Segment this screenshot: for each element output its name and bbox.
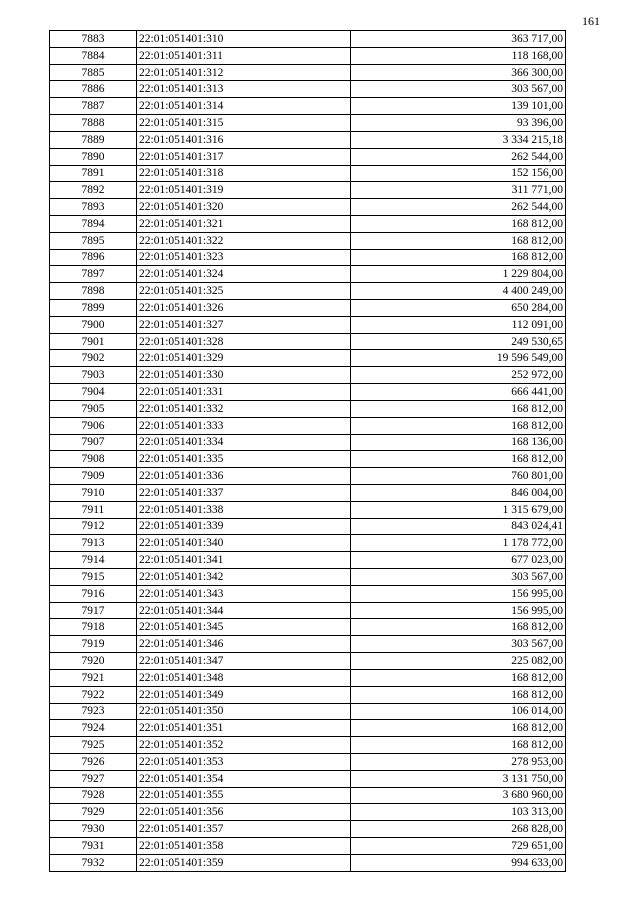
row-number-cell: 7884 [50, 47, 137, 64]
table-row [50, 669, 566, 686]
cadastral-number-cell: 22:01:051401:320 [137, 199, 351, 216]
cadastral-value-cell: 106 014,00 [351, 703, 566, 720]
cadastral-value-cell: 268 828,00 [351, 821, 566, 838]
cadastral-value-cell: 3 680 960,00 [351, 787, 566, 804]
cadastral-number-cell: 22:01:051401:340 [137, 535, 351, 552]
table-row [50, 417, 566, 434]
table-row [50, 451, 566, 468]
table-row [50, 266, 566, 283]
cadastral-number-cell: 22:01:051401:314 [137, 98, 351, 115]
cadastral-value-cell: 760 801,00 [351, 468, 566, 485]
cadastral-number-cell: 22:01:051401:348 [137, 669, 351, 686]
cadastral-value-cell: 650 284,00 [351, 300, 566, 317]
row-number-cell: 7906 [50, 417, 137, 434]
cadastral-value-cell: 303 567,00 [351, 636, 566, 653]
cadastral-value-cell: 1 229 804,00 [351, 266, 566, 283]
row-number-cell: 7894 [50, 215, 137, 232]
table-row [50, 703, 566, 720]
table-row [50, 468, 566, 485]
row-number-cell: 7926 [50, 753, 137, 770]
row-number-cell: 7896 [50, 249, 137, 266]
table-row [50, 838, 566, 855]
table-row [50, 148, 566, 165]
cadastral-value-cell: 103 313,00 [351, 804, 566, 821]
cadastral-number-cell: 22:01:051401:333 [137, 417, 351, 434]
table-row [50, 501, 566, 518]
cadastral-value-cell: 168 812,00 [351, 669, 566, 686]
table-row [50, 131, 566, 148]
cadastral-value-cell: 19 596 549,00 [351, 350, 566, 367]
cadastral-value-cell: 156 995,00 [351, 602, 566, 619]
table-row [50, 115, 566, 132]
row-number-cell: 7907 [50, 434, 137, 451]
table-row [50, 98, 566, 115]
table-row [50, 384, 566, 401]
cadastral-number-cell: 22:01:051401:318 [137, 165, 351, 182]
cadastral-number-cell: 22:01:051401:344 [137, 602, 351, 619]
row-number-cell: 7911 [50, 501, 137, 518]
row-number-cell: 7909 [50, 468, 137, 485]
table-row [50, 686, 566, 703]
row-number-cell: 7889 [50, 131, 137, 148]
row-number-cell: 7887 [50, 98, 137, 115]
cadastral-number-cell: 22:01:051401:317 [137, 148, 351, 165]
cadastral-number-cell: 22:01:051401:350 [137, 703, 351, 720]
cadastral-number-cell: 22:01:051401:331 [137, 384, 351, 401]
row-number-cell: 7916 [50, 585, 137, 602]
row-number-cell: 7901 [50, 333, 137, 350]
row-number-cell: 7930 [50, 821, 137, 838]
cadastral-value-cell: 168 812,00 [351, 737, 566, 754]
cadastral-value-cell: 112 091,00 [351, 316, 566, 333]
table-row [50, 434, 566, 451]
row-number-cell: 7925 [50, 737, 137, 754]
cadastral-value-cell: 168 812,00 [351, 686, 566, 703]
table-row [50, 300, 566, 317]
cadastral-value-cell: 168 812,00 [351, 232, 566, 249]
cadastral-value-cell: 666 441,00 [351, 384, 566, 401]
table-row [50, 518, 566, 535]
table-row [50, 804, 566, 821]
table-row [50, 249, 566, 266]
cadastral-number-cell: 22:01:051401:330 [137, 367, 351, 384]
table-row [50, 400, 566, 417]
cadastral-number-cell: 22:01:051401:313 [137, 81, 351, 98]
table-row [50, 787, 566, 804]
cadastral-value-cell: 139 101,00 [351, 98, 566, 115]
cadastral-value-cell: 677 023,00 [351, 552, 566, 569]
row-number-cell: 7897 [50, 266, 137, 283]
cadastral-value-cell: 168 812,00 [351, 249, 566, 266]
cadastral-value-cell: 168 812,00 [351, 451, 566, 468]
row-number-cell: 7891 [50, 165, 137, 182]
cadastral-number-cell: 22:01:051401:345 [137, 619, 351, 636]
table-row [50, 232, 566, 249]
cadastral-number-cell: 22:01:051401:355 [137, 787, 351, 804]
cadastral-number-cell: 22:01:051401:321 [137, 215, 351, 232]
cadastral-number-cell: 22:01:051401:319 [137, 182, 351, 199]
row-number-cell: 7902 [50, 350, 137, 367]
row-number-cell: 7892 [50, 182, 137, 199]
cadastral-value-cell: 994 633,00 [351, 854, 566, 871]
cadastral-number-cell: 22:01:051401:358 [137, 838, 351, 855]
cadastral-number-cell: 22:01:051401:323 [137, 249, 351, 266]
row-number-cell: 7920 [50, 653, 137, 670]
row-number-cell: 7929 [50, 804, 137, 821]
row-number-cell: 7899 [50, 300, 137, 317]
cadastral-value-cell: 252 972,00 [351, 367, 566, 384]
table-row [50, 636, 566, 653]
cadastral-value-cell: 168 812,00 [351, 619, 566, 636]
cadastral-number-cell: 22:01:051401:352 [137, 737, 351, 754]
cadastral-value-cell: 729 651,00 [351, 838, 566, 855]
table-row [50, 165, 566, 182]
cadastral-value-cell: 262 544,00 [351, 148, 566, 165]
cadastral-value-cell: 168 812,00 [351, 720, 566, 737]
cadastral-number-cell: 22:01:051401:347 [137, 653, 351, 670]
cadastral-number-cell: 22:01:051401:312 [137, 64, 351, 81]
cadastral-value-cell: 4 400 249,00 [351, 283, 566, 300]
cadastral-value-cell: 168 812,00 [351, 400, 566, 417]
row-number-cell: 7928 [50, 787, 137, 804]
cadastral-number-cell: 22:01:051401:354 [137, 770, 351, 787]
cadastral-value-cell: 249 530,65 [351, 333, 566, 350]
cadastral-number-cell: 22:01:051401:310 [137, 31, 351, 48]
table-row [50, 619, 566, 636]
row-number-cell: 7890 [50, 148, 137, 165]
table-row [50, 552, 566, 569]
table-row [50, 199, 566, 216]
row-number-cell: 7895 [50, 232, 137, 249]
cadastral-number-cell: 22:01:051401:326 [137, 300, 351, 317]
cadastral-number-cell: 22:01:051401:337 [137, 484, 351, 501]
table-row [50, 854, 566, 871]
table-row [50, 367, 566, 384]
row-number-cell: 7923 [50, 703, 137, 720]
cadastral-value-cell: 262 544,00 [351, 199, 566, 216]
cadastral-value-cell: 1 178 772,00 [351, 535, 566, 552]
table-row [50, 753, 566, 770]
table-row [50, 737, 566, 754]
table-row [50, 535, 566, 552]
cadastral-number-cell: 22:01:051401:315 [137, 115, 351, 132]
cadastral-value-cell: 225 082,00 [351, 653, 566, 670]
table-row [50, 484, 566, 501]
cadastral-number-cell: 22:01:051401:351 [137, 720, 351, 737]
row-number-cell: 7932 [50, 854, 137, 871]
cadastral-number-cell: 22:01:051401:341 [137, 552, 351, 569]
table-row [50, 821, 566, 838]
cadastral-number-cell: 22:01:051401:325 [137, 283, 351, 300]
row-number-cell: 7922 [50, 686, 137, 703]
row-number-cell: 7888 [50, 115, 137, 132]
table-row [50, 350, 566, 367]
row-number-cell: 7912 [50, 518, 137, 535]
cadastral-number-cell: 22:01:051401:339 [137, 518, 351, 535]
cadastral-value-cell: 366 300,00 [351, 64, 566, 81]
cadastral-number-cell: 22:01:051401:346 [137, 636, 351, 653]
cadastral-value-cell: 363 717,00 [351, 31, 566, 48]
table-body [50, 31, 566, 872]
table-row [50, 64, 566, 81]
cadastral-number-cell: 22:01:051401:359 [137, 854, 351, 871]
cadastral-value-cell: 118 168,00 [351, 47, 566, 64]
row-number-cell: 7886 [50, 81, 137, 98]
cadastral-number-cell: 22:01:051401:329 [137, 350, 351, 367]
table-row [50, 81, 566, 98]
table-row [50, 770, 566, 787]
cadastral-number-cell: 22:01:051401:322 [137, 232, 351, 249]
cadastral-number-cell: 22:01:051401:336 [137, 468, 351, 485]
cadastral-value-cell: 846 004,00 [351, 484, 566, 501]
row-number-cell: 7883 [50, 31, 137, 48]
row-number-cell: 7917 [50, 602, 137, 619]
cadastral-number-cell: 22:01:051401:338 [137, 501, 351, 518]
cadastral-value-cell: 843 024,41 [351, 518, 566, 535]
cadastral-number-cell: 22:01:051401:334 [137, 434, 351, 451]
cadastral-value-cell: 93 396,00 [351, 115, 566, 132]
row-number-cell: 7918 [50, 619, 137, 636]
cadastral-number-cell: 22:01:051401:357 [137, 821, 351, 838]
row-number-cell: 7910 [50, 484, 137, 501]
cadastral-number-cell: 22:01:051401:327 [137, 316, 351, 333]
cadastral-value-cell: 303 567,00 [351, 81, 566, 98]
cadastral-number-cell: 22:01:051401:353 [137, 753, 351, 770]
cadastral-value-cell: 278 953,00 [351, 753, 566, 770]
row-number-cell: 7900 [50, 316, 137, 333]
row-number-cell: 7904 [50, 384, 137, 401]
cadastral-value-cell: 152 156,00 [351, 165, 566, 182]
row-number-cell: 7927 [50, 770, 137, 787]
row-number-cell: 7924 [50, 720, 137, 737]
row-number-cell: 7908 [50, 451, 137, 468]
table-row [50, 283, 566, 300]
row-number-cell: 7914 [50, 552, 137, 569]
table-row [50, 333, 566, 350]
table-row [50, 720, 566, 737]
table-row [50, 653, 566, 670]
cadastral-value-cell: 1 315 679,00 [351, 501, 566, 518]
table-row [50, 31, 566, 48]
cadastral-value-cell: 303 567,00 [351, 569, 566, 586]
cadastral-number-cell: 22:01:051401:332 [137, 400, 351, 417]
cadastral-number-cell: 22:01:051401:335 [137, 451, 351, 468]
row-number-cell: 7905 [50, 400, 137, 417]
row-number-cell: 7931 [50, 838, 137, 855]
row-number-cell: 7915 [50, 569, 137, 586]
cadastral-number-cell: 22:01:051401:349 [137, 686, 351, 703]
row-number-cell: 7921 [50, 669, 137, 686]
row-number-cell: 7919 [50, 636, 137, 653]
table-row [50, 585, 566, 602]
cadastral-value-table [49, 30, 566, 872]
row-number-cell: 7913 [50, 535, 137, 552]
cadastral-value-cell: 3 131 750,00 [351, 770, 566, 787]
table-row [50, 215, 566, 232]
table-row [50, 316, 566, 333]
page-number: 161 [582, 14, 600, 28]
cadastral-value-cell: 311 771,00 [351, 182, 566, 199]
table-row [50, 47, 566, 64]
row-number-cell: 7893 [50, 199, 137, 216]
cadastral-number-cell: 22:01:051401:328 [137, 333, 351, 350]
cadastral-number-cell: 22:01:051401:324 [137, 266, 351, 283]
cadastral-number-cell: 22:01:051401:343 [137, 585, 351, 602]
cadastral-value-cell: 168 812,00 [351, 215, 566, 232]
cadastral-value-cell: 3 334 215,18 [351, 131, 566, 148]
cadastral-number-cell: 22:01:051401:316 [137, 131, 351, 148]
row-number-cell: 7903 [50, 367, 137, 384]
cadastral-value-cell: 156 995,00 [351, 585, 566, 602]
cadastral-value-cell: 168 136,00 [351, 434, 566, 451]
cadastral-number-cell: 22:01:051401:356 [137, 804, 351, 821]
table-row [50, 182, 566, 199]
row-number-cell: 7898 [50, 283, 137, 300]
row-number-cell: 7885 [50, 64, 137, 81]
cadastral-value-cell: 168 812,00 [351, 417, 566, 434]
table-row [50, 569, 566, 586]
cadastral-number-cell: 22:01:051401:311 [137, 47, 351, 64]
cadastral-number-cell: 22:01:051401:342 [137, 569, 351, 586]
table-row [50, 602, 566, 619]
